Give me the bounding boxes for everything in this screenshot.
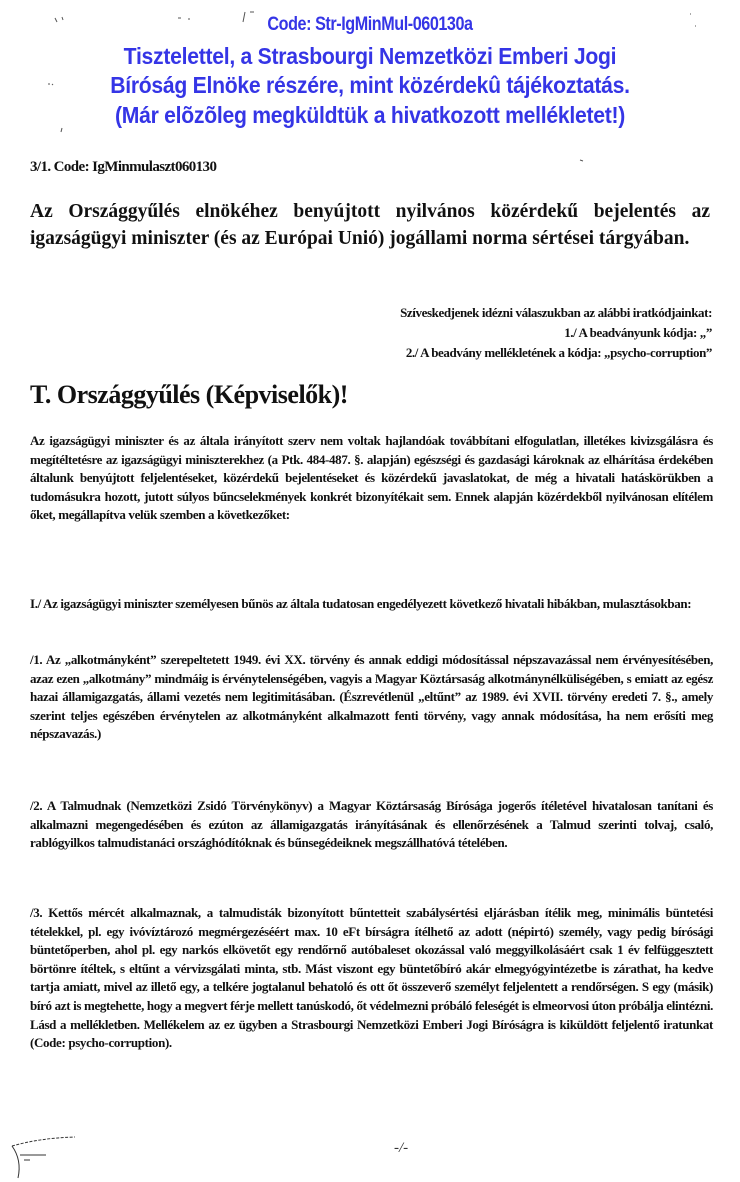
list-item: /3. Kettős mércét alkalmaznak, a talmudisták bizonyított bűntetteit szabálysértési eljárásban ítélik meg, minimális büntetési tételekkel, pl. egy ivóvíztározó megmérgezéséért max. 10 eFt bírságra ítélhető az adott (népirtó) személy, vagy pedig bírósági büntetőperben, ahol pl. egy narkós elkövetőt egy rendőrnő autóbaleset okozással való meggyilkolásáért csak 1 év felfüggesztett börtönre ítéltek, s eltűnt a vérvizsgálati minta, stb. Mást viszont egy büntetőbíró akár elmegyógyintézetbe is zárathat, ha kedve tartja amiatt, mivel az illető egy, a telkére jogtalanul behatoló és ott őt összeverő személyt feljelentett a rendőrségen. S egy (másik) bíró azt is megtehette, hogy a megvert férje mellett tanúskodó, őt védelmezni próbáló feleségét is elmeorvosi úton próbálja elintézni. Lásd a mellékletben. Mellékelem az ez ügyben a Strasbourgi Nemzetközi Emberi Jogi Bíróságra is kiküldött feljelentő iratunkat (Code: psycho-corruption).	[30, 905, 713, 1051]
document-subject: Az Országgyűlés elnökéhez benyújtott nyilvános közérdekű bejelentés az igazságügyi miniszter (és az Európai Unió) jogállami norma sértései tárgyában.	[30, 201, 710, 249]
list-item: /2. A Talmudnak (Nemzetközi Zsidó Törvénykönyv) a Magyar Köztársaság Bírósága jogerős ítéletével hivatalosan tanítani és alkalmazni megengedésében és ezúton az államigazgatás irányításának és ellenőrzésének a Talmud szerinti tolvaj, csaló, rablógyilkos talmudistanáci országhódítóknak és bűnsegédeiknek megszállhatóvá tételében.	[30, 798, 713, 851]
header-note-line-3: (Már elõzõleg megküldtük a hivatkozott mellékletet!)	[114, 102, 626, 128]
signature-icon	[12, 1137, 75, 1178]
reference-submission-code: 1./ A beadványunk kódja: „”	[564, 325, 712, 340]
section-1-heading: I./ Az igazságügyi miniszter személyesen bűnös az általa tudatosan engedélyezett következő hivatali hibákban, mulasztásokban:	[30, 596, 692, 611]
header-note-line-2: Bíróság Elnöke részére, mint közérdekû tájékoztatás.	[110, 72, 630, 98]
document-code-line: 3/1. Code: IgMinmulaszt060130	[30, 159, 217, 175]
intro-paragraph: Az igazságügyi miniszter és az általa irányított szerv nem voltak hajlandóak továbbítani elfogulatlan, illetékes kivizsgálásra és megítéltetésre az igazságügyi miniszterekhez (a Ptk. 484-487. §. alapján) egészségi és gazdasági károknak az elhárítása érdekében általunk benyújtott feljelentéseket, közérdekű bejelentéseket és közérdekű javaslatokat, de még a hivatali hatáskörükben a tudomásukra hozott, jutott súlyos bűncselekmények konkrét bizonyítékait sem. Ennek alapján közérdekből nyilvánosan elítélem őket, megállapítva velük szemben a következőket:	[30, 433, 713, 523]
list-item: /1. Az „alkotmányként” szerepeltetett 1949. évi XX. törvény és annak eddigi módosítással népszavazással nem érvényesítésében, azaz ezen „alkotmány” mindmáig is érvénytelenségében, vagyis a Magyar Köztársaság alkotmánynélküliségében, s emiatt az egész hazai államigazgatás, állami vezetés nem legitimitásában. (Észrevétlenül „eltűnt” az 1989. évi XVII. törvény eredeti 7. §., amely szerint teljes egészében érvénytelen az alkotmányként alkalmazott fenti törvény, vagy annak módosítása, ha nem erősíti meg népszavazás.)	[30, 652, 713, 742]
header-document-code: Code: Str-IgMinMul-060130a	[267, 14, 473, 35]
page-continuation-marker: -/-	[394, 1140, 409, 1156]
salutation-heading: T. Országgyűlés (Képviselők)!	[30, 380, 348, 409]
reference-instruction: Szíveskedjenek idézni válaszukban az alábbi iratkódjainkat:	[400, 305, 712, 320]
reference-codes-block	[400, 303, 712, 363]
header-note-line-1: Tisztelettel, a Strasbourgi Nemzetközi Emberi Jogi	[123, 43, 617, 69]
reference-attachment-code: 2./ A beadvány mellékletének a kódja: „psycho-corruption”	[405, 345, 712, 360]
